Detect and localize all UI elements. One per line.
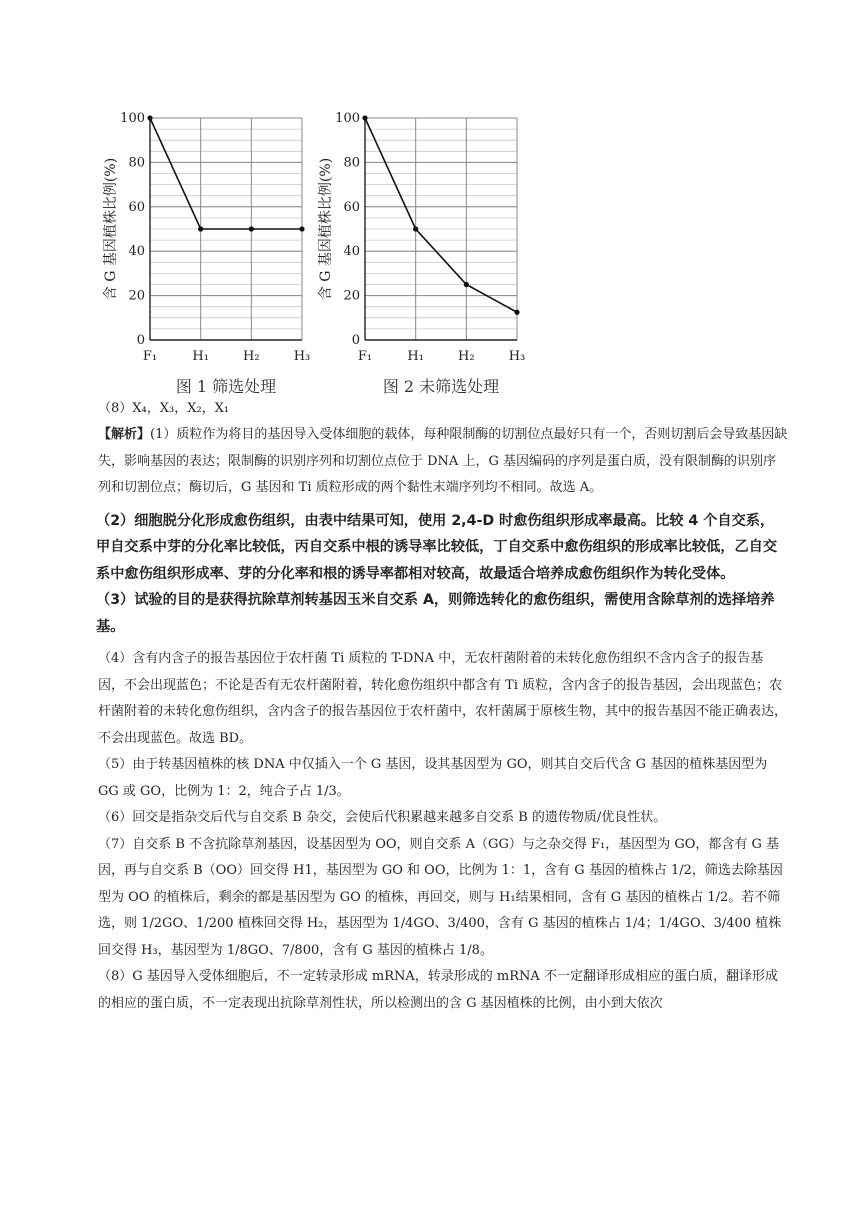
y-tick-label: 80	[343, 155, 360, 171]
data-point	[198, 226, 203, 231]
x-tick-label: H₁	[407, 349, 424, 364]
y-axis-label: 含 G 基因植株比例(%)	[318, 157, 334, 301]
analysis-content	[96, 398, 788, 1017]
y-tick-label: 100	[335, 111, 360, 126]
charts-svg	[90, 100, 550, 400]
y-tick-label: 60	[343, 199, 360, 215]
x-tick-label: H₂	[458, 349, 475, 364]
x-tick-label: H₂	[243, 349, 260, 364]
analysis-p4: （4）含有内含子的报告基因位于农杆菌 Ti 质粒的 T-DNA 中，无农杆菌附着的未转化愈伤组织不含内含子的报告基因，不会出现蓝色；不论是否有无农杆菌附着，转化愈伤组织中都含有 Ti 质粒，含内含子的报告基因，会出现蓝色；农杆菌附着的未转化愈伤组织，含内含子的报告基因位于农杆菌中，农杆菌属于原核生物，其中的报告基因不能正确表达，不会出现蓝色。故选 BD。	[98, 651, 788, 746]
data-point	[147, 115, 152, 120]
data-point	[299, 226, 304, 231]
x-tick-label: F₁	[357, 349, 373, 364]
data-point	[464, 282, 469, 287]
y-tick-label: 40	[343, 244, 360, 260]
data-point	[362, 115, 367, 120]
y-tick-label: 20	[343, 288, 360, 304]
y-axis-label: 含 G 基因植株比例(%)	[103, 157, 119, 301]
x-tick-label: H₁	[192, 349, 209, 364]
data-point	[249, 226, 254, 231]
analysis-p6: （6）回交是指杂交后代与自交系 B 杂交，会使后代积累越来越多自交系 B 的遗传物质/优良性状。	[98, 810, 667, 825]
y-tick-label: 0	[351, 333, 360, 348]
y-tick-label: 0	[136, 333, 145, 348]
series-line	[365, 118, 517, 312]
data-point	[413, 226, 418, 231]
analysis-p3: （3）试验的目的是获得抗除草剂转基因玉米自交系 A，则筛选转化的愈伤组织，需使用含除草剂的选择培养基。	[96, 592, 775, 635]
answer-8: （8）X₄，X₃，X₂，X₁	[98, 401, 230, 416]
x-tick-label: H₃	[508, 349, 526, 364]
analysis-p1	[98, 422, 788, 502]
analysis-p2: （2）细胞脱分化形成愈伤组织，由表中结果可知，使用 2,4-D 时愈伤组织形成率最高。比较 4 个自交系，甲自交系中芽的分化率比较低，丙自交系中根的诱导率比较低，丁自交系中愈伤组织的形成率比较低，乙自交系中愈伤组织形成率、芽的分化率和根的诱导率都相对较高，故最适合培养成愈伤组织作为转化受体。	[96, 512, 778, 582]
y-tick-label: 60	[128, 199, 145, 215]
x-tick-label: F₁	[142, 349, 158, 364]
chart-title: 图 1 筛选处理	[175, 377, 277, 396]
y-tick-label: 80	[128, 155, 145, 171]
y-tick-label: 100	[120, 111, 145, 126]
chart-title: 图 2 未筛选处理	[382, 377, 500, 396]
analysis-p8: （8）G 基因导入受体细胞后，不一定转录形成 mRNA，转录形成的 mRNA 不一定翻译形成相应的蛋白质，翻译形成的相应的蛋白质，不一定表现出抗除草剂性状，所以检测出的含 G 基因植株的比例，由小到大依次	[98, 969, 778, 1011]
y-tick-label: 40	[128, 244, 145, 260]
analysis-p5: （5）由于转基因植株的核 DNA 中仅插入一个 G 基因，设其基因型为 GO，则其自交后代含 G 基因的植株基因型为 GG 或 GO，比例为 1：2，纯合子占 1/3。	[98, 757, 768, 799]
x-tick-label: H₃	[293, 349, 311, 364]
y-tick-label: 20	[128, 288, 145, 304]
analysis-p7: （7）自交系 B 不含抗除草剂基因，设基因型为 OO，则自交系 A（GG）与之杂交得 F₁，基因型为 GO，都含有 G 基因，再与自交系 B（OO）回交得 H1，基因型为 GO 和 OO，比例为 1：1，含有 G 基因的植株占 1/2，筛选去除基因型为 OO 的植株后，剩余的都是基因型为 GO 的植株，再回交，则与 H₁结果相同，含有 G 基因的植株占 1/2。若不筛选，则 1/2GO、1/200 植株回交得 H₂，基因型为 1/4GO、3/400，含有 G 基因的植株占 1/4；1/4GO、3/400 植株回交得 H₃，基因型为 1/8GO、7/800，含有 G 基因的植株占 1/8。	[98, 836, 783, 958]
analysis-p1-text: (1）质粒作为将目的基因导入受体细胞的载体，每种限制酶的切割位点最好只有一个，否则切割后会导致基因缺失，影响基因的表达；限制酶的识别序列和切割位点位于 DNA 上，G 基因编码的序列是蛋白质，没有限制酶的识别序列和切割位点；酶切后，G 基因和 Ti 质粒形成的两个黏性末端序列均不相同。故选 A。	[98, 427, 788, 495]
analysis-label: 【解析】	[98, 427, 151, 442]
data-point	[514, 310, 519, 315]
figure-charts	[90, 100, 550, 400]
